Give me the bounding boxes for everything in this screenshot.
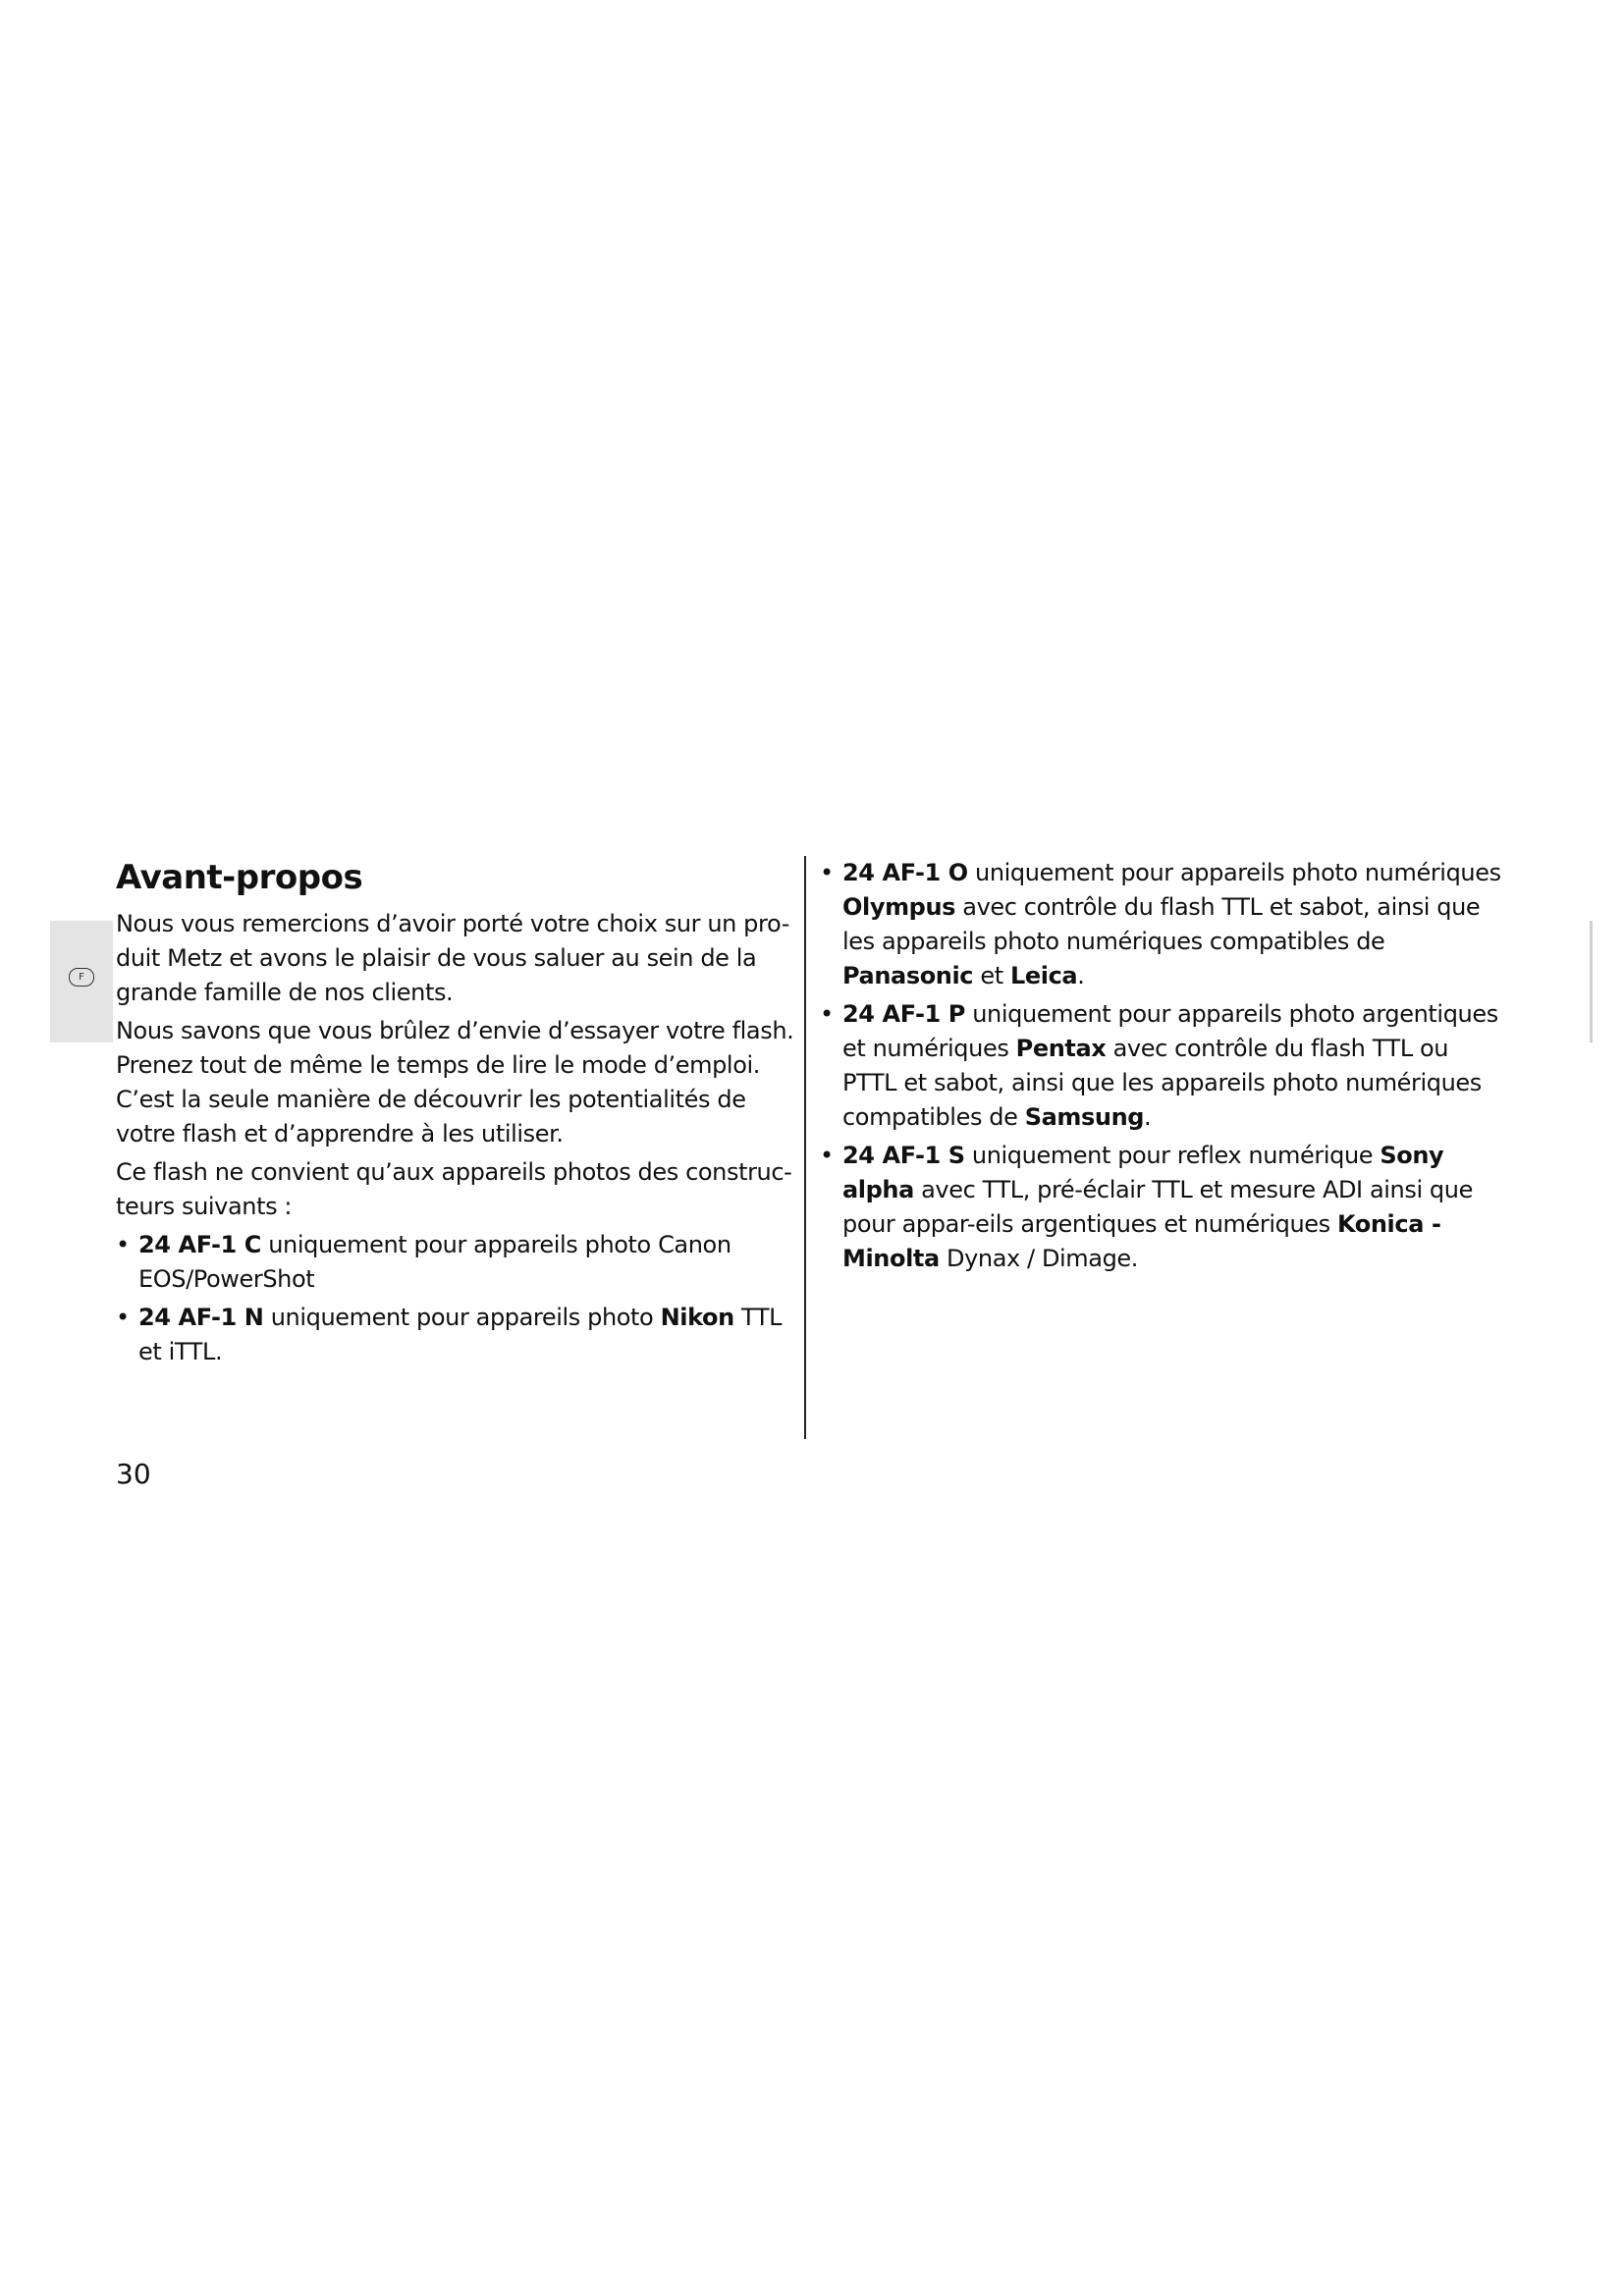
brand-name: Panasonic [842,962,974,989]
instructions-paragraph: Nous savons que vous brûlez d’envie d’essayer votre flash. Prenez tout de même le temps de lire le mode d’emploi. C’est la seule manière de découvrir les potentialités de votre flash et d’apprendre à les utiliser. [116,1017,794,1148]
list-item-24af1n [116,1301,803,1369]
model-name: 24 AF-1 C [138,1231,262,1258]
model-description: . [1077,962,1085,989]
model-list-right [820,856,1507,1276]
page-number: 30 [116,1458,151,1490]
brand-name: Pentax [1015,1035,1107,1062]
brand-name: Nikon [660,1304,734,1331]
model-description: avec contrôle du flash TTL ou PTTL et sabot, ainsi que les appareils photo numériques compatibles de [842,1035,1482,1131]
section-heading: Avant-propos [116,858,363,897]
model-description: et [973,962,1010,989]
brand-name: Konica - Minolta [842,1210,1441,1272]
model-description: uniquement pour appareils photo argentiques et numériques [842,1000,1498,1062]
brand-name: Samsung [1024,1103,1145,1131]
model-description: . [1144,1103,1152,1131]
model-name: 24 AF-1 O [842,859,968,886]
right-column [820,856,1507,1280]
list-item-24af1o [820,856,1507,993]
model-name: 24 AF-1 S [842,1142,965,1169]
model-description-tail: TTL et iTTL. [138,1304,783,1365]
brand-name: Olympus [842,893,956,921]
list-item-24af1p [820,997,1507,1135]
model-description: avec contrôle du flash TTL et sabot, ainsi que les appareils photo numériques compatibles de [842,893,1481,955]
intro-paragraph: Nous vous remercions d’avoir porté votre choix sur un pro-duit Metz et avons le plaisir de vous saluer au sein de la grande famille de nos clients. [116,910,789,1006]
language-badge: F [69,968,94,987]
list-item-24af1s [820,1139,1507,1276]
model-name: 24 AF-1 N [138,1304,264,1331]
brand-name: Leica [1009,962,1078,989]
brand-name: Sony alpha [842,1142,1444,1203]
compatibility-paragraph: Ce flash ne convient qu’aux appareils photos des construc-teurs suivants : [116,1158,792,1220]
model-list-left [116,1228,803,1369]
model-description: uniquement pour reflex numérique [964,1142,1380,1169]
list-item-24af1c [116,1228,803,1297]
page-edge-marker [1590,921,1593,1042]
model-name: 24 AF-1 P [842,1000,965,1028]
model-description: Dynax / Dimage. [939,1245,1139,1272]
model-description: uniquement pour appareils photo numériques [967,859,1501,886]
model-description: uniquement pour appareils photo Canon EOS/PowerShot [138,1231,731,1293]
column-divider [804,856,806,1439]
left-column [116,856,803,1373]
model-description: avec TTL, pré-éclair TTL et mesure ADI ainsi que pour appar-eils argentiques et numériques [842,1176,1473,1238]
model-description: uniquement pour appareils photo [263,1304,661,1331]
